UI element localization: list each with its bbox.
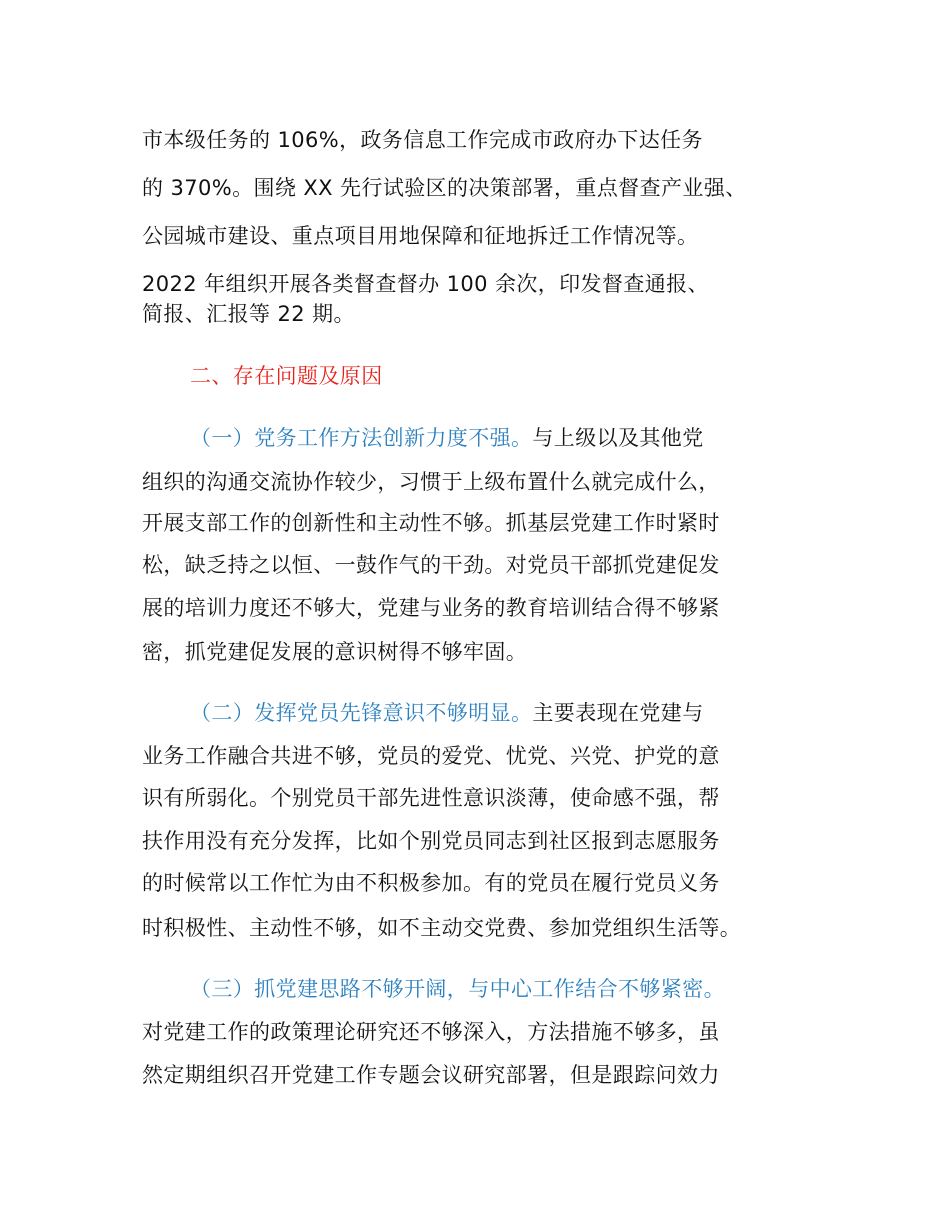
- item-text: 主要表现在党建与: [532, 701, 704, 725]
- body-text-line: 然定期组织召开党建工作专题会议研究部署，但是跟踪问效力: [142, 1063, 720, 1087]
- body-text-line: 对党建工作的政策理论研究还不够深入，方法措施不够多，虽: [142, 1020, 720, 1044]
- item-heading: （二）发挥党员先锋意识不够明显。: [190, 701, 533, 725]
- item-text: 与上级以及其他党: [532, 426, 704, 450]
- body-text-line: 的 370%。围绕 XX 先行试验区的决策部署，重点督查产业强、: [142, 176, 747, 200]
- item-first-line: [190, 423, 704, 453]
- body-text-line: 简报、汇报等 22 期。: [142, 302, 355, 326]
- body-text-line: 密，抓党建促发展的意识树得不够牢固。: [142, 640, 528, 664]
- section-heading: 二、存在问题及原因: [190, 364, 383, 388]
- body-text-line: 展的培训力度还不够大，党建与业务的教育培训结合得不够紧: [142, 596, 720, 620]
- body-text-line: 组织的沟通交流协作较少，习惯于上级布置什么就完成什么，: [142, 470, 720, 494]
- item-heading: （三）抓党建思路不够开阔，与中心工作结合不够紧密。: [190, 977, 725, 1001]
- body-text-line: 业务工作融合共进不够，党员的爱党、忧党、兴党、护党的意: [142, 744, 720, 768]
- item-heading: （一）党务工作方法创新力度不强。: [190, 426, 533, 450]
- body-text-line: 识有所弱化。个别党员干部先进性意识淡薄，使命感不强，帮: [142, 786, 720, 810]
- body-text-line: 公园城市建设、重点项目用地保障和征地拆迁工作情况等。: [142, 224, 699, 248]
- body-text-line: 扶作用没有充分发挥，比如个别党员同志到社区报到志愿服务: [142, 829, 720, 853]
- body-text-line: 时积极性、主动性不够，如不主动交党费、参加党组织生活等。: [142, 916, 742, 940]
- body-text-line: 市本级任务的 106%，政务信息工作完成市政府办下达任务: [142, 128, 703, 152]
- body-text-line: 松，缺乏持之以恒、一鼓作气的干劲。对党员干部抓党建促发: [142, 553, 720, 577]
- body-text-line: 的时候常以工作忙为由不积极参加。有的党员在履行党员义务: [142, 871, 720, 895]
- item-first-line: [190, 974, 725, 1004]
- item-first-line: [190, 698, 704, 728]
- body-text-line: 2022 年组织开展各类督查督办 100 余次，印发督查通报、: [142, 272, 709, 296]
- body-text-line: 开展支部工作的创新性和主动性不够。抓基层党建工作时紧时: [142, 511, 720, 535]
